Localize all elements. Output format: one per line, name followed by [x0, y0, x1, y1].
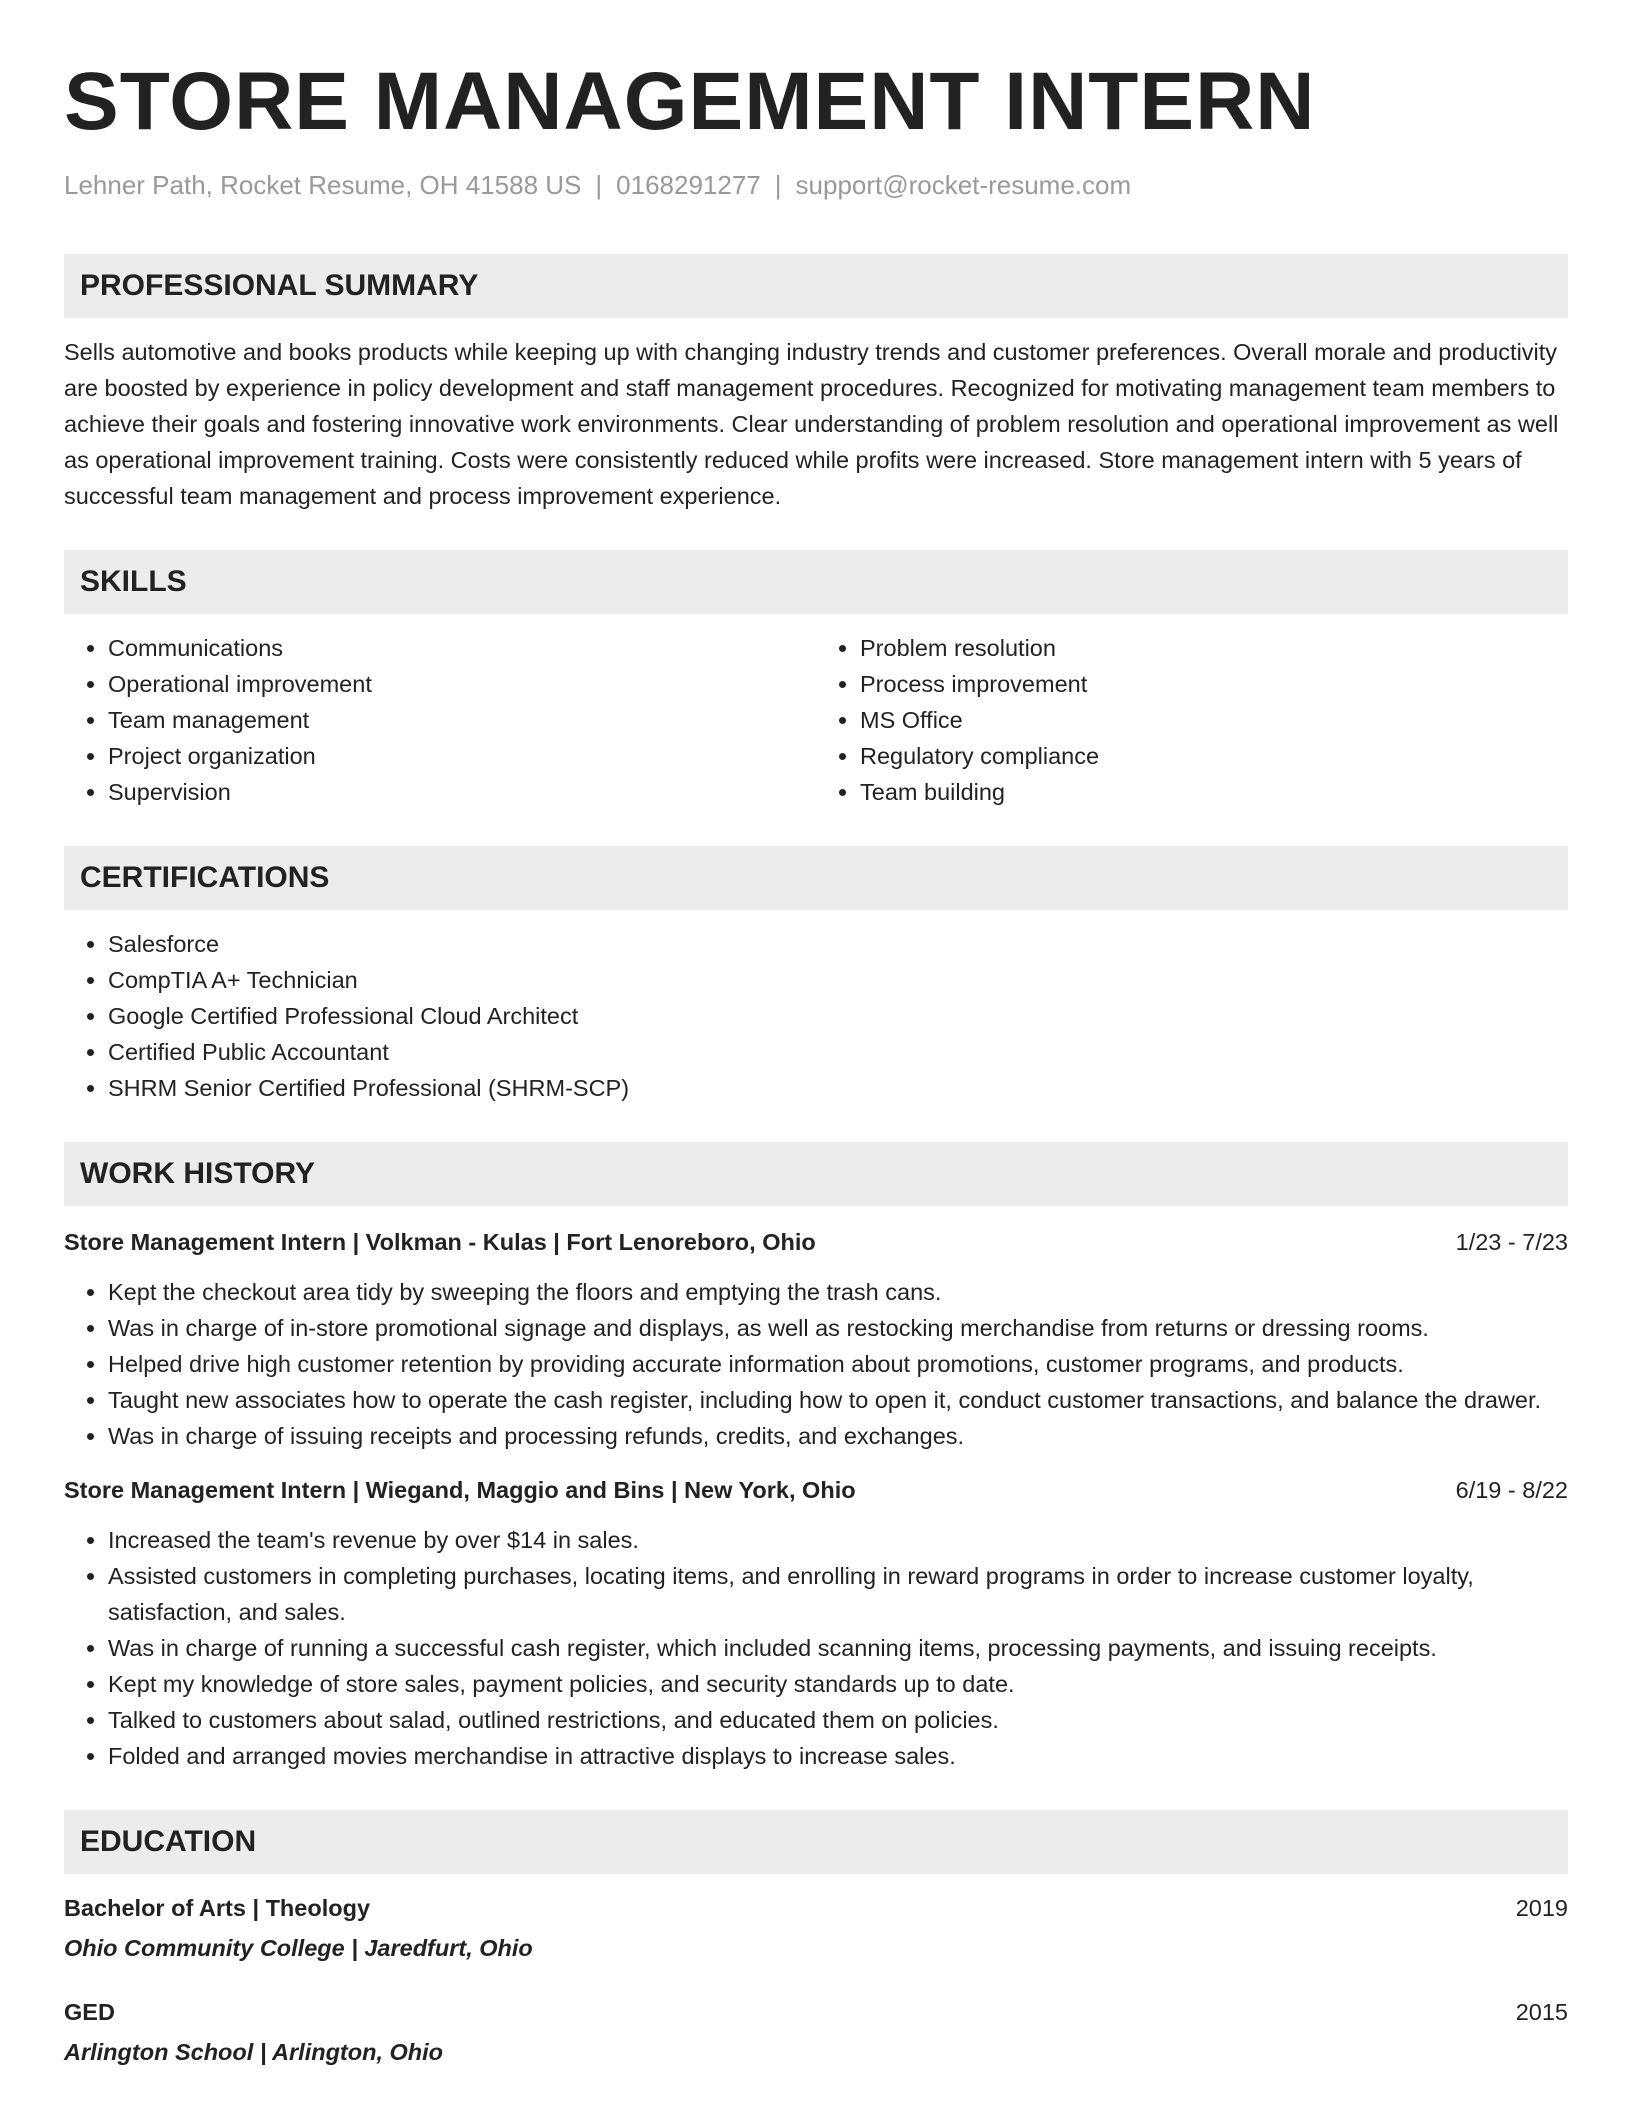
certifications-list: [64, 926, 1568, 1106]
skill-item: • Project organization: [108, 738, 816, 774]
contact-address: Lehner Path, Rocket Resume, OH 41588 US: [64, 170, 582, 200]
certification-item: • CompTIA A+ Technician: [108, 962, 1568, 998]
education-school: Arlington School | Arlington, Ohio: [64, 2039, 444, 2065]
education-degree: Bachelor of Arts | Theology: [64, 1895, 371, 1921]
job-bullet: • Was in charge of issuing receipts and processing refunds, credits, and exchanges.: [108, 1418, 1568, 1454]
job-entry: [64, 1224, 1568, 1454]
resume-title: STORE MANAGEMENT INTERN: [64, 56, 1316, 147]
education-header: [64, 1994, 1568, 2030]
skill-item: • Communications: [108, 630, 816, 666]
skill-item: • Team management: [108, 702, 816, 738]
skill-item: • Regulatory compliance: [860, 738, 1568, 774]
section-header-skills: SKILLS: [64, 550, 1568, 614]
skill-item: • Problem resolution: [860, 630, 1568, 666]
education-header: [64, 1890, 1568, 1926]
job-bullet: • Was in charge of in-store promotional signage and displays, as well as restocking merchandise from returns or dressing rooms.: [108, 1310, 1568, 1346]
education-degree: GED: [64, 1999, 115, 2025]
job-header: [64, 1224, 1568, 1260]
job-dates: 6/19 - 8/22: [1455, 1477, 1568, 1503]
summary-text: Sells automotive and books products while keeping up with changing industry trends and customer preferences. Overall morale and productivity are boosted by experience in policy development and staff management procedures. Recognized for motivating management team members to achieve their goals and fostering innovative work environments. Clear understanding of problem resolution and operational improvement as well as operational improvement training. Costs were consistently reduced while profits were increased. Store management intern with 5 years of successful team management and process improvement experience.: [64, 339, 1559, 509]
skill-item: • MS Office: [860, 702, 1568, 738]
contact-email: support@rocket-resume.com: [795, 170, 1132, 200]
contact-line: [64, 168, 1568, 202]
contact-phone: 0168291277: [616, 170, 761, 200]
skill-item: • Operational improvement: [108, 666, 816, 702]
job-title: Store Management Intern | Volkman - Kulas | Fort Lenoreboro, Ohio: [64, 1229, 816, 1255]
contact-separator: |: [595, 170, 603, 200]
skill-item: • Supervision: [108, 774, 816, 810]
job-bullet: • Assisted customers in completing purchases, locating items, and enrolling in reward programs in order to increase customer loyalty, satisfaction, and sales.: [108, 1558, 1568, 1630]
job-bullet: • Helped drive high customer retention by providing accurate information about promotions, customer programs, and products.: [108, 1346, 1568, 1382]
job-bullets: [64, 1274, 1568, 1454]
job-dates: 1/23 - 7/23: [1455, 1229, 1568, 1255]
education-year: 2015: [1515, 1999, 1568, 2025]
skill-item: • Process improvement: [860, 666, 1568, 702]
job-bullet: • Increased the team's revenue by over $14 in sales.: [108, 1522, 1568, 1558]
section-header-work-history: WORK HISTORY: [64, 1142, 1568, 1206]
job-bullet: • Was in charge of running a successful cash register, which included scanning items, processing payments, and issuing receipts.: [108, 1630, 1568, 1666]
job-bullet: • Talked to customers about salad, outlined restrictions, and educated them on policies.: [108, 1702, 1568, 1738]
job-bullet: • Kept my knowledge of store sales, payment policies, and security standards up to date.: [108, 1666, 1568, 1702]
section-header-certifications: CERTIFICATIONS: [64, 846, 1568, 910]
job-header: [64, 1472, 1568, 1508]
education-entry: [64, 1994, 1568, 2070]
skills-list-right: [816, 630, 1568, 810]
section-header-summary: PROFESSIONAL SUMMARY: [64, 254, 1568, 318]
job-bullet: • Folded and arranged movies merchandise in attractive displays to increase sales.: [108, 1738, 1568, 1774]
certification-item: • Google Certified Professional Cloud Architect: [108, 998, 1568, 1034]
contact-separator: |: [774, 170, 782, 200]
certification-item: • Certified Public Accountant: [108, 1034, 1568, 1070]
job-title: Store Management Intern | Wiegand, Maggio and Bins | New York, Ohio: [64, 1477, 856, 1503]
job-bullet: • Taught new associates how to operate the cash register, including how to open it, conduct customer transactions, and balance the drawer.: [108, 1382, 1568, 1418]
job-bullet: • Kept the checkout area tidy by sweeping the floors and emptying the trash cans.: [108, 1274, 1568, 1310]
education-year: 2019: [1515, 1895, 1568, 1921]
job-bullets: [64, 1522, 1568, 1774]
job-entry: [64, 1472, 1568, 1774]
certification-item: • Salesforce: [108, 926, 1568, 962]
certification-item: • SHRM Senior Certified Professional (SHRM-SCP): [108, 1070, 1568, 1106]
education-school: Ohio Community College | Jaredfurt, Ohio: [64, 1935, 533, 1961]
skills-list-left: [64, 630, 816, 810]
education-entry: [64, 1890, 1568, 1966]
skills-grid: [64, 614, 1568, 810]
section-header-education: EDUCATION: [64, 1810, 1568, 1874]
skill-item: • Team building: [860, 774, 1568, 810]
